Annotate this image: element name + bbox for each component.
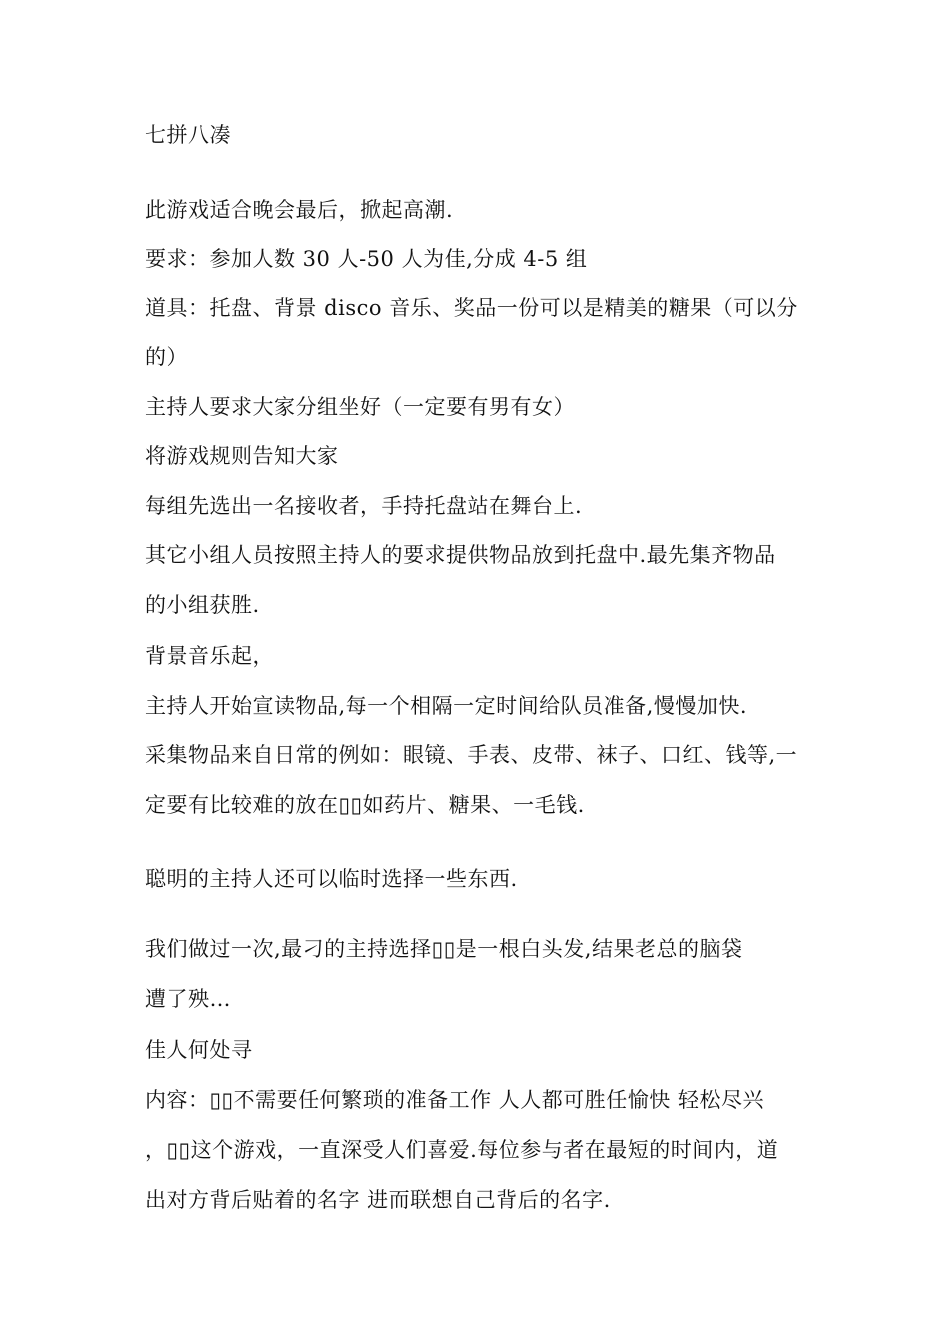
- text-line: 佳人何处寻: [145, 1038, 253, 1062]
- text-line: 其它小组人员按照主持人的要求提供物品放到托盘中.最先集齐物品: [145, 543, 776, 567]
- text-line: 此游戏适合晚会最后，掀起高潮.: [145, 198, 454, 222]
- text-line: 遭了殃…: [145, 987, 231, 1011]
- text-line: 采集物品来自日常的例如：眼镜、手表、皮带、袜子、口红、钱等,一: [145, 743, 798, 767]
- text-line: 我们做过一次,最刁的主持选择▯▯是一根白头发,结果老总的脑袋: [145, 937, 743, 961]
- text-line: 背景音乐起，: [145, 644, 274, 668]
- text-line: 主持人开始宣读物品,每一个相隔一定时间给队员准备,慢慢加快.: [145, 694, 748, 718]
- text-line: 定要有比较难的放在▯▯如药片、糖果、一毛钱.: [145, 793, 585, 817]
- text-line: 每组先选出一名接收者，手持托盘站在舞台上.: [145, 494, 583, 518]
- text-line: 的）: [145, 345, 188, 369]
- text-line: 出对方背后贴着的名字 进而联想自己背后的名字.: [145, 1188, 611, 1212]
- text-line: 将游戏规则告知大家: [145, 444, 339, 468]
- text-line: 主持人要求大家分组坐好（一定要有男有女）: [145, 395, 575, 419]
- text-line: 道具：托盘、背景 disco 音乐、奖品一份可以是精美的糖果（可以分: [145, 296, 798, 320]
- text-line: 聪明的主持人还可以临时选择一些东西.: [145, 867, 518, 891]
- text-line: 要求：参加人数 30 人-50 人为佳,分成 4-5 组: [145, 247, 588, 271]
- document-title: 七拼八凑: [145, 123, 231, 147]
- text-line: ，▯▯这个游戏，一直深受人们喜爱.每位参与者在最短的时间内，道: [145, 1138, 779, 1162]
- text-line: 的小组获胜.: [145, 593, 260, 617]
- text-line: 内容：▯▯不需要任何繁琐的准备工作 人人都可胜任愉快 轻松尽兴: [145, 1088, 764, 1112]
